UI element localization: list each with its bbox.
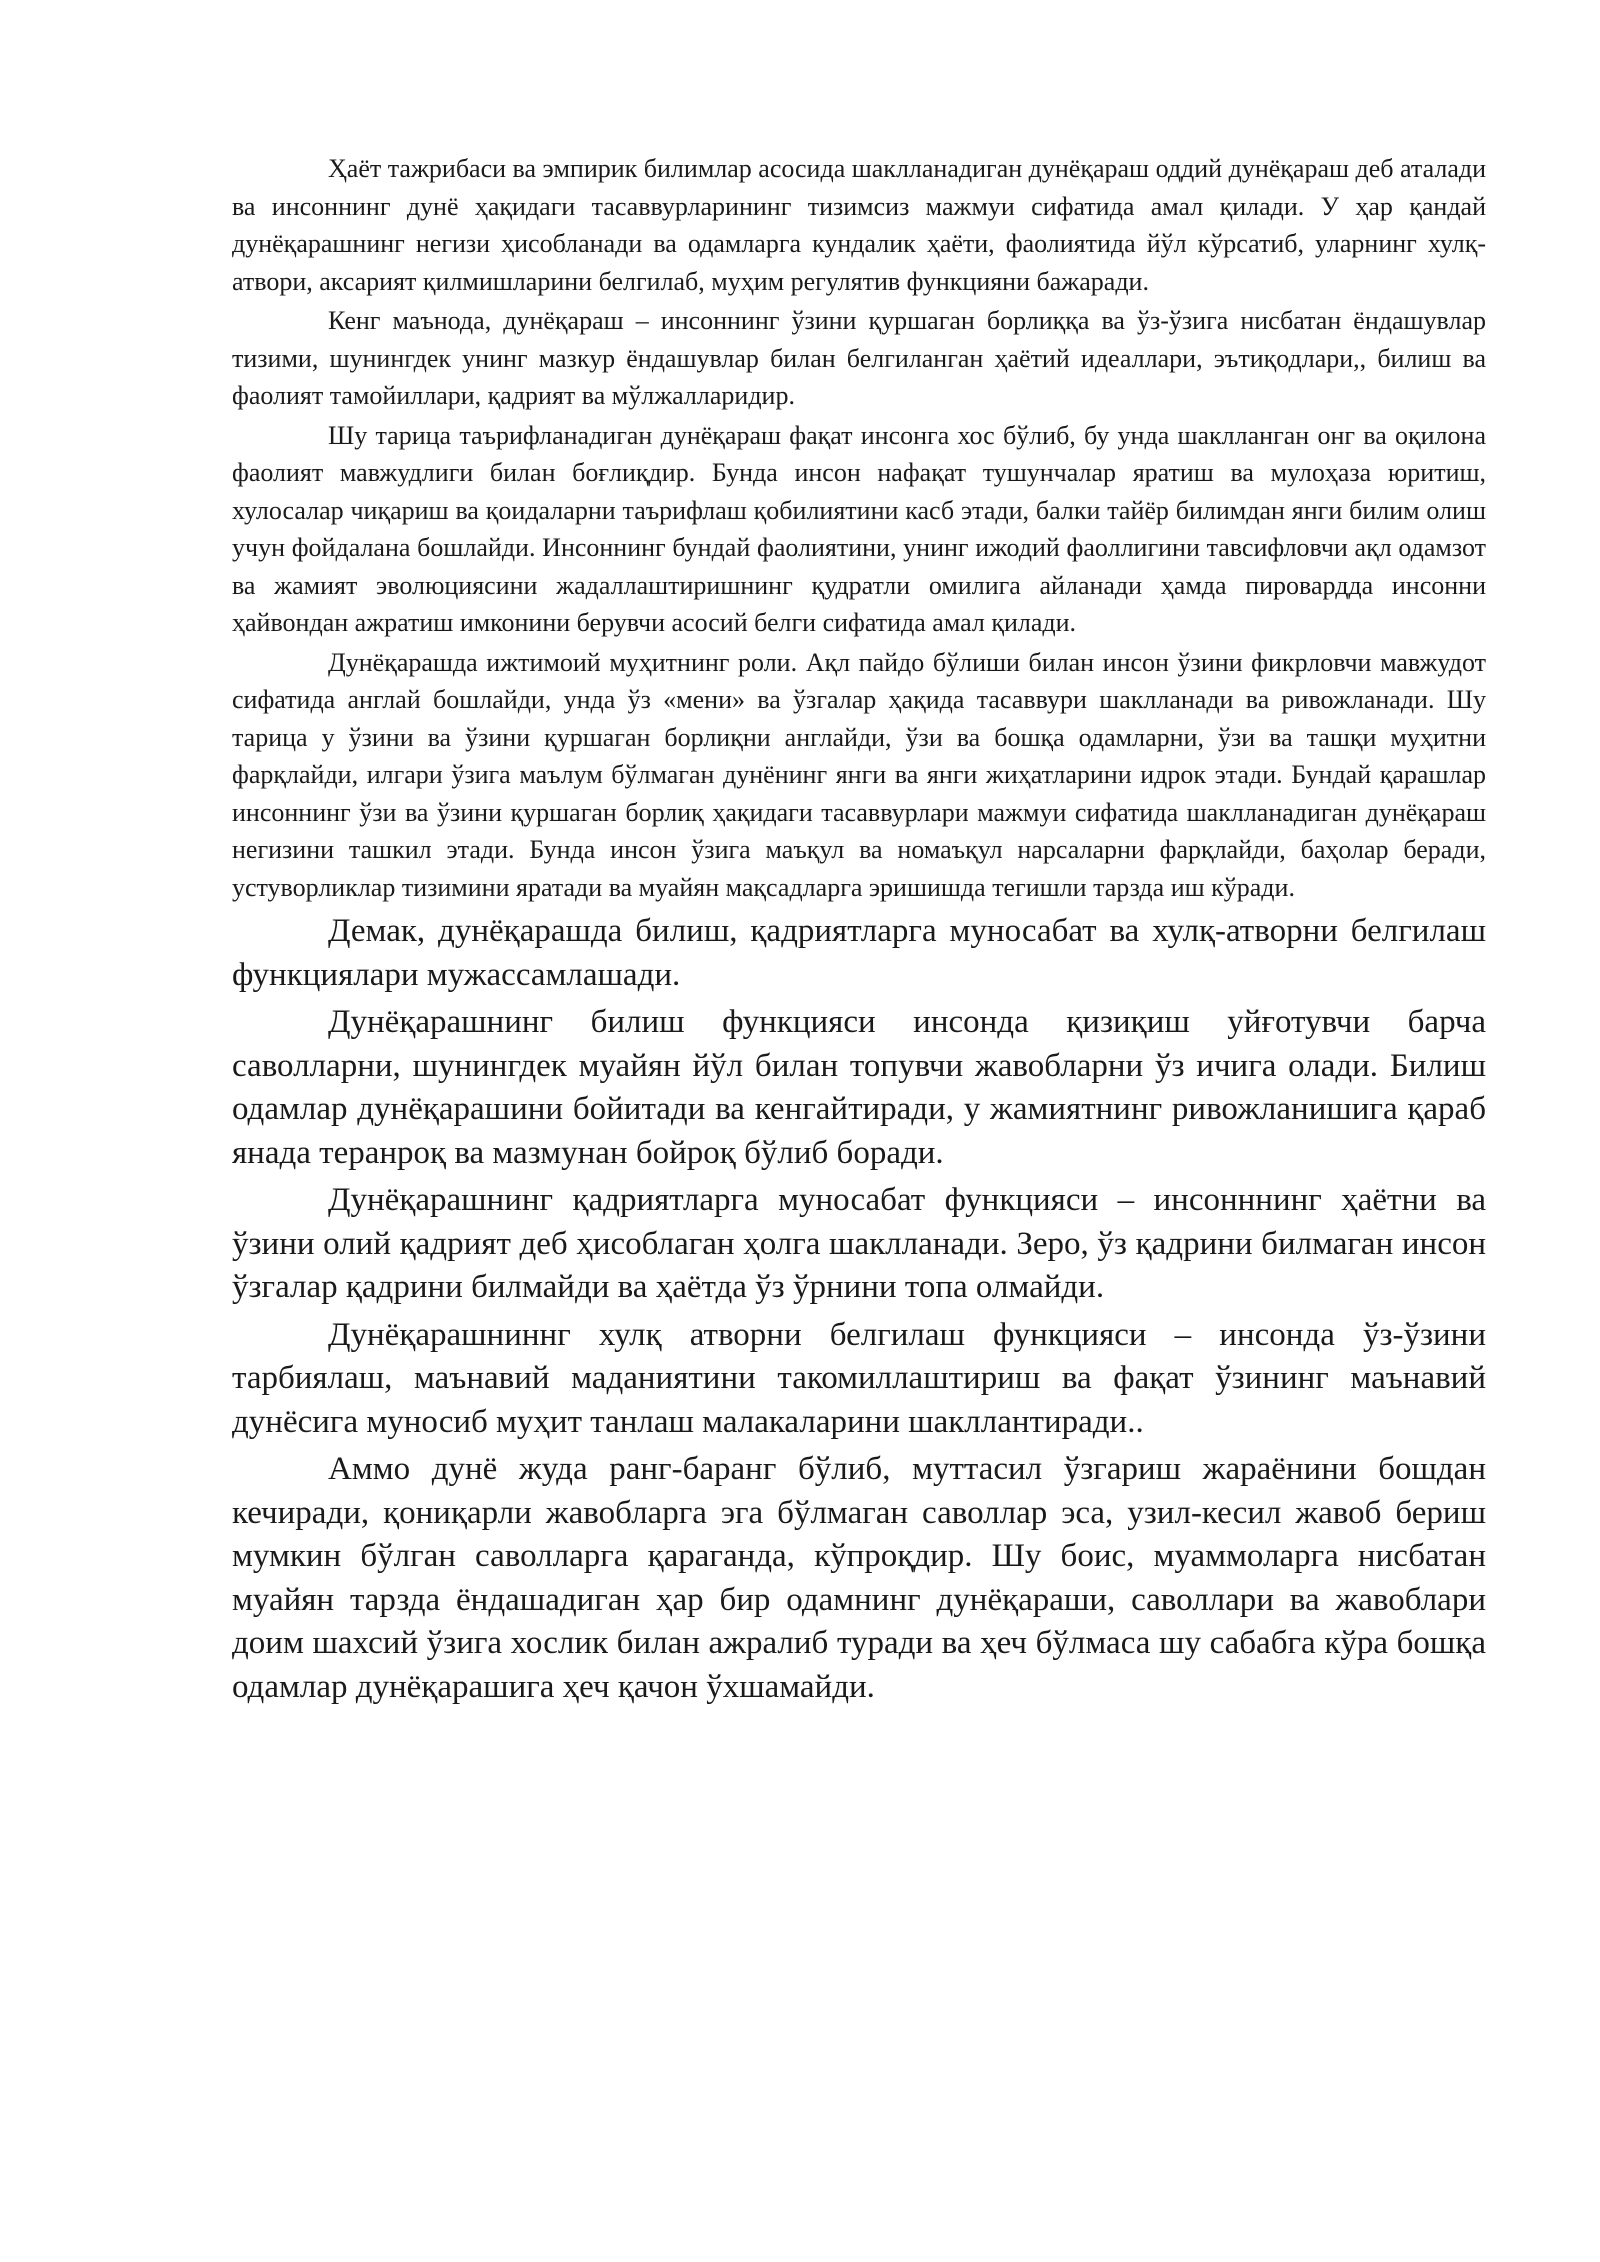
paragraph-functions-summary: Демак, дунёқарашда билиш, қадриятларга муносабат ва хулқ-атворни белгилаш функциялари мужассамлашади. <box>232 913 1486 993</box>
paragraph-everyday-worldview: Ҳаёт тажрибаси ва эмпирик билимлар асосида шаклланадиган дунёқараш оддий дунёқараш деб аталади ва инсоннинг дунё ҳақидаги тасаввурларининг тизимсиз мажмуи сифатида амал қилади. У ҳар қандай дунёқарашнинг негизи ҳисобланади ва одамларга кундалик ҳаёти, фаолиятида йўл кўрсатиб, уларнинг хулқ-атвори, аксарият қилмишларини белгилаб, муҳим регулятив функцияни бажаради. <box>232 154 1486 296</box>
paragraph-cognitive-function: Дунёқарашнинг билиш функцияси инсонда қизиқиш уйғотувчи барча саволларни, шунингдек муайян йўл билан топувчи жавобларни ўз ичига олади. Билиш одамлар дунёқарашини бойитади ва кенгайтиради, у жамиятнинг ривожланишига қараб янада теранроқ ва мазмунан бойроқ бўлиб боради. <box>232 1004 1486 1171</box>
paragraph-diversity: Аммо дунё жуда ранг-баранг бўлиб, муттасил ўзгариш жараёнини бошдан кечиради, қониқарли жавобларга эга бўлмаган саволлар эса, узил-кесил жавоб бериш мумкин бўлган саволларга қараганда, кўпроқдир. Шу боис, муаммоларга нисбатан муайян тарзда ёндашадиган ҳар бир одамнинг дунёқараши, саволлари ва жавоблари доим шахсий ўзига хослик билан ажралиб туради ва ҳеч бўлмаса шу сабабга кўра бошқа одамлар дунёқарашига ҳеч қачон ўхшамайди. <box>232 1451 1486 1705</box>
paragraph-consciousness: Шу тарица таърифланадиган дунёқараш фақат инсонга хос бўлиб, бу унда шаклланган онг ва оқилона фаолият мавжудлиги билан боғлиқдир. Бунда инсон нафақат тушунчалар яратиш ва мулоҳаза юритиш, хулосалар чиқариш ва қоидаларни таърифлаш қобилиятини касб этади, балки тайёр билимдан янги билим олиш учун фойдалана бошлайди. Инсоннинг бундай фаолиятини, унинг ижодий фаоллигини тавсифловчи ақл одамзот ва жамият эволюциясини жадаллаштиришнинг қудратли омилига айланади ҳамда пировардда инсонни ҳайвондан ажратиш имконини берувчи асосий белги сифатида амал қилади. <box>232 420 1486 637</box>
paragraph-behavior-function: Дунёқарашниннг хулқ атворни белгилаш функцияси – инсонда ўз-ўзини тарбиялаш, маънавий маданиятини такомиллаштириш ва фақат ўзининг маънавий дунёсига муносиб муҳит танлаш малакаларини шакллантиради.. <box>232 1316 1486 1440</box>
paragraph-value-function: Дунёқарашнинг қадриятларга муносабат функцияси – инсонннинг ҳаётни ва ўзини олий қадрият деб ҳисоблаган ҳолга шаклланади. Зеро, ўз қадрини билмаган инсон ўзгалар қадрини билмайди ва ҳаётда ўз ўрнини топа олмайди. <box>232 1182 1486 1305</box>
paragraph-social-environment: Дунёқарашда ижтимоий муҳитнинг роли. Ақл пайдо бўлиши билан инсон ўзини фикрловчи мавжудот сифатида англай бошлайди, унда ўз «мени» ва ўзгалар ҳақида тасаввури шаклланади ва ривожланади. Шу тарица у ўзини ва ўзини қуршаган борлиқни англайди, ўзи ва бошқа одамларни, ўзи ва ташқи муҳитни фарқлайди, илгари ўзига маълум бўлмаган дунёнинг янги ва янги жиҳатларини идрок этади. Бундай қарашлар инсоннинг ўзи ва ўзини қуршаган борлиқ ҳақидаги тасаввурлари мажмуи сифатида шаклланадиган дунёқараш негизини ташкил этади. Бунда инсон ўзига маъқул ва номаъқул нарсаларни фарқлайди, баҳолар беради, устуворликлар тизимини яратади ва муайян мақсадларга эришишда тегишли тарзда иш кўради. <box>232 647 1486 902</box>
paragraph-broad-definition: Кенг маънода, дунёқараш – инсоннинг ўзини қуршаган борлиққа ва ўз-ўзига нисбатан ёндашувлар тизими, шунингдек унинг мазкур ёндашувлар билан белгиланган ҳаётий идеаллари, эътиқодлари,, билиш ва фаолият тамойиллари, қадрият ва мўлжалларидир. <box>232 306 1486 410</box>
document-body <box>232 150 1486 1709</box>
